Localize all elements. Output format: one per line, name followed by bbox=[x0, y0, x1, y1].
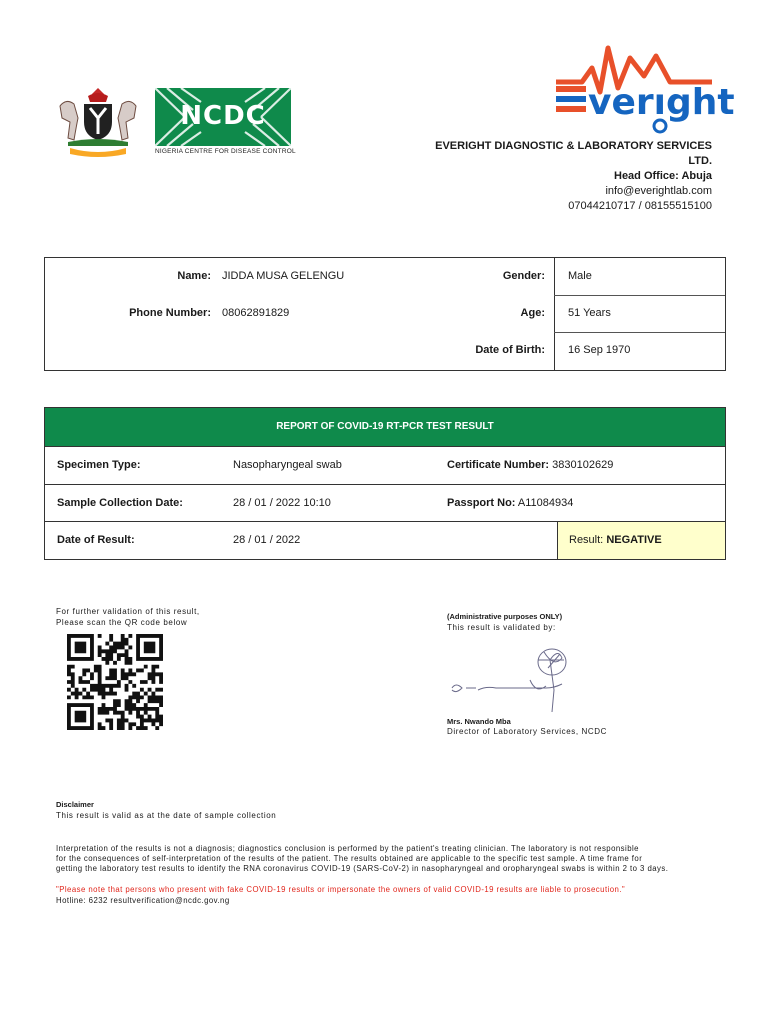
specimen-label: Specimen Type: bbox=[57, 459, 141, 471]
signer-title: Director of Laboratory Services, NCDC bbox=[447, 727, 608, 736]
disclaimer-line: getting the laboratory test results to identify the RNA coronavirus COVID-19 (SARS-CoV-2) in nasopharyngeal and oropharyngeal swabs is within 2 to 3 days. bbox=[56, 864, 669, 873]
passport-label: Passport No: bbox=[447, 497, 516, 509]
result-value: NEGATIVE bbox=[606, 534, 662, 546]
dob-value: 16 Sep 1970 bbox=[568, 344, 631, 356]
everight-logo-word: verıght bbox=[588, 82, 735, 123]
collection-date-label: Sample Collection Date: bbox=[57, 497, 183, 509]
everight-logo bbox=[552, 38, 735, 136]
ncdc-logo bbox=[155, 88, 296, 158]
validated-by-label: This result is validated by: bbox=[447, 623, 556, 632]
age-label: Age: bbox=[520, 307, 545, 319]
report-title: REPORT OF COVID-19 RT-PCR TEST RESULT bbox=[45, 408, 725, 446]
validation-line-2: Please scan the QR code below bbox=[56, 618, 188, 627]
prosecution-warning: "Please note that persons who present with fake COVID-19 results or impersonate the owners of valid COVID-19 results are liable to prosecution." bbox=[56, 885, 626, 894]
hotline-info: Hotline: 6232 resultverification@ncdc.gov.ng bbox=[56, 896, 230, 905]
disclaimer-line: Interpretation of the results is not a diagnosis; diagnostics conclusion is performed by the patient's treating clinician. The laboratory is not responsible bbox=[56, 844, 639, 853]
name-value: JIDDA MUSA GELENGU bbox=[222, 270, 345, 282]
patient-table-row-line bbox=[554, 295, 725, 296]
ncdc-logo-subtitle: NIGERIA CENTRE FOR DISEASE CONTROL bbox=[155, 148, 296, 155]
company-name-suffix: LTD. bbox=[688, 155, 712, 167]
disclaimer-heading: Disclaimer bbox=[56, 800, 94, 809]
result-date-value: 28 / 01 / 2022 bbox=[233, 534, 301, 546]
gender-value: Male bbox=[568, 270, 592, 282]
collection-date-value: 28 / 01 / 2022 10:10 bbox=[233, 497, 331, 509]
admin-purposes-note: (Administrative purposes ONLY) bbox=[447, 612, 563, 621]
disclaimer-paragraph bbox=[56, 844, 716, 874]
disclaimer-line: for the consequences of self-interpretation of the results of the patient. The results obtained are applicable to the specific test sample. A time frame for bbox=[56, 854, 643, 863]
verification-qr-code[interactable] bbox=[64, 634, 166, 730]
patient-table-row-line bbox=[554, 332, 725, 333]
company-email: info@everightlab.com bbox=[605, 185, 712, 197]
age-value: 51 Years bbox=[568, 307, 611, 319]
result-date-label: Date of Result: bbox=[57, 534, 135, 546]
certificate-value: 3830102629 bbox=[552, 459, 614, 471]
table-row bbox=[45, 521, 725, 559]
validation-line-1: For further validation of this result, bbox=[56, 607, 200, 616]
head-office: Head Office: Abuja bbox=[614, 170, 712, 182]
signature-image bbox=[448, 640, 598, 716]
company-name: EVERIGHT DIAGNOSTIC & LABORATORY SERVICES bbox=[435, 140, 712, 152]
dob-label: Date of Birth: bbox=[475, 344, 545, 356]
company-info bbox=[422, 139, 712, 214]
patient-info-table bbox=[44, 257, 726, 371]
ncdc-logo-word: NCDC bbox=[180, 101, 266, 131]
patient-table-divider bbox=[554, 258, 555, 370]
phone-value: 08062891829 bbox=[222, 307, 290, 319]
signer-name: Mrs. Nwando Mba bbox=[447, 717, 511, 726]
validation-instructions bbox=[56, 606, 200, 628]
specimen-value: Nasopharyngeal swab bbox=[233, 459, 342, 471]
company-phones: 07044210717 / 08155515100 bbox=[568, 200, 712, 212]
passport-value: A11084934 bbox=[517, 497, 574, 509]
gender-label: Gender: bbox=[502, 270, 545, 282]
name-label: Name: bbox=[177, 270, 211, 282]
table-row bbox=[45, 446, 725, 484]
disclaimer-valid-note: This result is valid as at the date of sample collection bbox=[56, 811, 277, 820]
nigeria-coat-of-arms-logo bbox=[52, 84, 144, 158]
table-row bbox=[45, 484, 725, 522]
covid-result-table bbox=[44, 407, 726, 560]
qr-modules bbox=[67, 634, 163, 730]
certificate-label: Certificate Number: bbox=[447, 459, 550, 471]
result-label: Result: bbox=[569, 534, 604, 546]
phone-label: Phone Number: bbox=[129, 307, 211, 319]
